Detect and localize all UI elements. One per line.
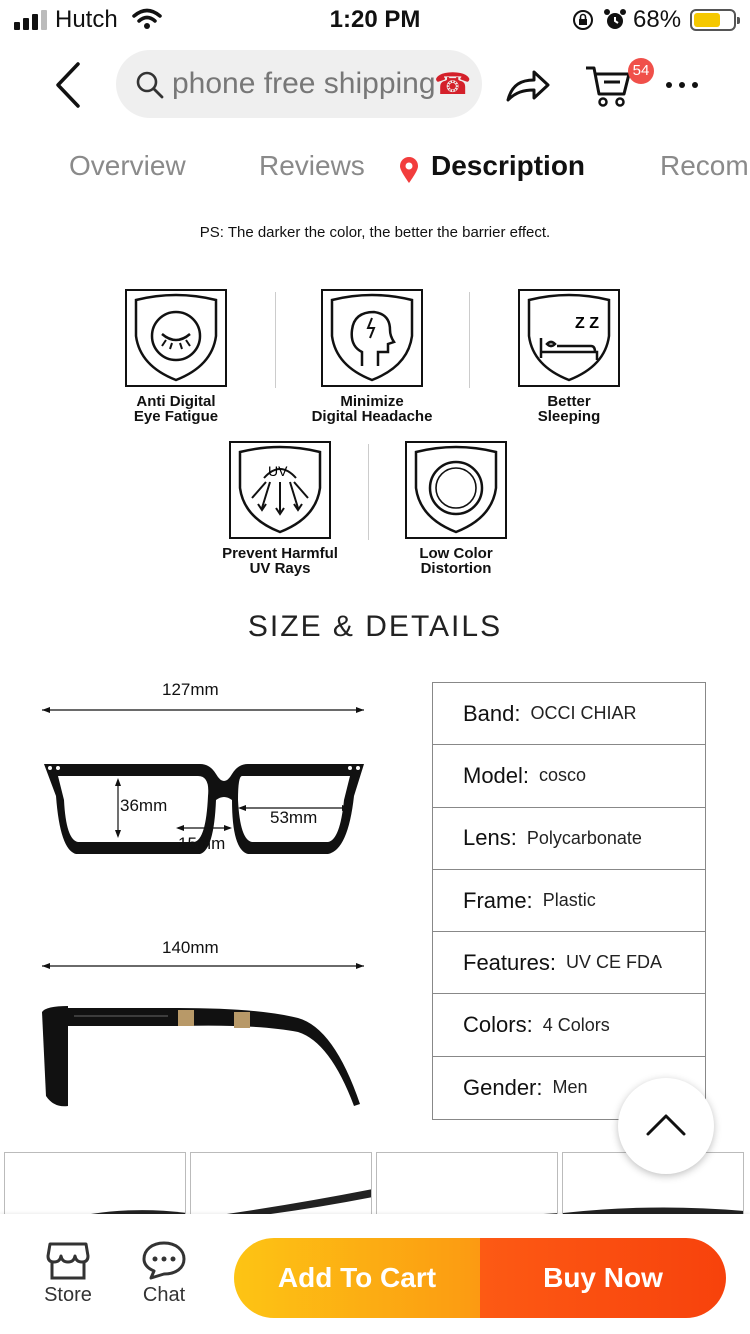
thumbnail[interactable] (4, 1152, 186, 1214)
feature-low-distortion (376, 440, 536, 576)
scroll-to-top-button[interactable] (618, 1078, 714, 1174)
spec-value: Men (552, 1077, 588, 1098)
chat-button[interactable] (124, 1240, 204, 1307)
battery-percent: 68% (633, 6, 682, 33)
buy-now-button[interactable]: Buy Now (480, 1238, 726, 1318)
feature-eye-fatigue (96, 288, 256, 424)
telephone-icon: ☎ (434, 68, 472, 101)
spec-key: Lens: (463, 825, 517, 851)
front-width-label: 127mm (162, 680, 219, 699)
spec-value: UV CE FDA (565, 952, 662, 973)
spec-row (433, 932, 705, 994)
spec-value: Polycarbonate (526, 827, 642, 848)
uv-text: UV (268, 463, 288, 479)
search-box[interactable] (116, 50, 482, 118)
thumbnail[interactable] (190, 1152, 372, 1214)
spec-row (433, 994, 705, 1056)
chat-label: Chat (142, 1284, 186, 1306)
status-bar (0, 0, 750, 42)
lens-shield-icon (404, 440, 508, 540)
spec-key: Frame: (463, 887, 533, 913)
bridge-label: 15mm (178, 834, 226, 853)
clock: 1:20 PM (329, 6, 421, 33)
tab-description[interactable]: Description (431, 150, 586, 181)
spec-table (432, 682, 706, 1120)
feature-uv (200, 440, 360, 576)
ps-note: PS: The darker the color, the better the barrier effect. (199, 224, 551, 241)
size-details-title: SIZE & DETAILS (247, 610, 503, 643)
head-shield-icon (320, 288, 424, 388)
glasses-side-diagram (38, 956, 368, 1116)
feature-label: Low Color Distortion (419, 545, 493, 577)
tab-recommend[interactable]: Recom (660, 150, 749, 181)
feature-label: Prevent Harmful UV Rays (222, 545, 338, 577)
feature-label: Better Sleeping (537, 393, 601, 425)
lens-height-label: 36mm (120, 796, 168, 815)
store-label: Store (44, 1284, 92, 1306)
spec-row (433, 870, 705, 932)
share-icon[interactable] (504, 64, 552, 106)
eye-closed-shield-icon (124, 288, 228, 388)
chat-icon (141, 1240, 187, 1280)
spec-value: OCCI CHIAR (530, 703, 637, 724)
tab-overview[interactable]: Overview (69, 150, 186, 181)
battery-icon (690, 9, 736, 31)
sleep-z-text: Z Z (575, 315, 599, 332)
lens-width-label: 53mm (270, 808, 318, 827)
uv-shield-icon (228, 440, 332, 540)
feature-headache (292, 288, 452, 424)
carrier-name: Hutch (55, 6, 118, 33)
spec-value: Plastic (542, 890, 596, 911)
purchase-buttons (234, 1238, 726, 1318)
thumbnail[interactable] (376, 1152, 558, 1214)
spec-key: Model: (463, 762, 530, 788)
cart-badge: 54 (628, 58, 654, 84)
search-input[interactable] (172, 50, 472, 118)
spec-value: cosco (539, 765, 587, 786)
spec-value: 4 Colors (542, 1014, 610, 1035)
feature-label: Anti Digital Eye Fatigue (133, 393, 219, 425)
alarm-icon (603, 8, 627, 32)
store-icon (46, 1240, 90, 1280)
search-icon (136, 71, 164, 99)
store-button[interactable] (28, 1240, 108, 1307)
spec-key: Band: (463, 700, 521, 726)
spec-key: Features: (463, 949, 556, 975)
section-tabs (0, 140, 750, 200)
bottom-action-bar (0, 1214, 750, 1334)
add-to-cart-button[interactable]: Add To Cart (234, 1238, 480, 1318)
sleep-shield-icon (517, 288, 621, 388)
more-icon[interactable] (662, 70, 702, 100)
spec-key: Gender: (463, 1074, 543, 1100)
battery-level (694, 13, 720, 27)
spec-row (433, 745, 705, 807)
chevron-up-icon (618, 1078, 714, 1174)
feature-sleeping (489, 288, 649, 424)
spec-row (433, 808, 705, 870)
header (0, 42, 750, 132)
spec-row (433, 683, 705, 745)
feature-label: Minimize Digital Headache (311, 393, 433, 425)
cart-icon[interactable] (584, 60, 634, 110)
tab-reviews[interactable]: Reviews (259, 150, 365, 181)
chevron-left-icon[interactable] (46, 60, 90, 110)
location-pin-icon (398, 156, 420, 184)
description-image (0, 200, 750, 1148)
rotation-lock-icon (572, 9, 594, 31)
spec-key: Colors: (463, 1012, 533, 1038)
temple-length-label: 140mm (162, 938, 219, 957)
